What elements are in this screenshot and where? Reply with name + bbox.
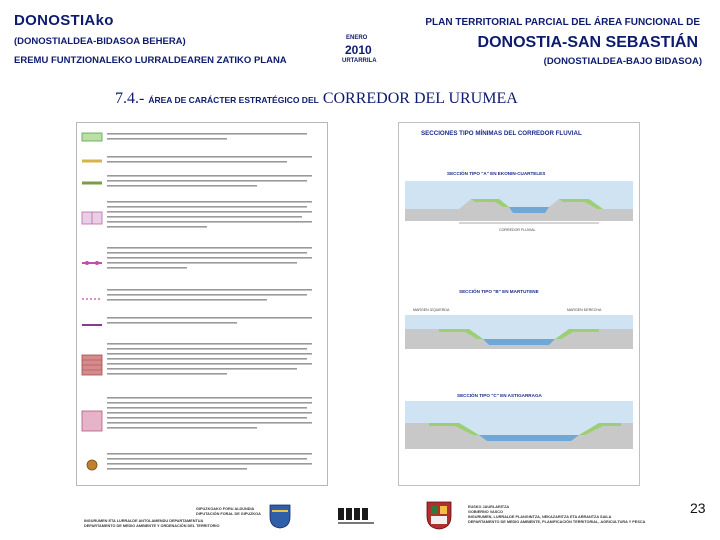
logo-icon [336,505,380,527]
header-left-subtitle: (DONOSTIALDEA-BIDASOA BEHERA) [14,36,186,47]
legend-symbol [81,178,103,188]
legend-text-lines [107,174,317,194]
section-b-profile [405,315,633,349]
header-left-plan-name: EREMU FUNTZIONALEKO LURRALDEAREN ZATIKO PLANA [14,55,287,66]
section-title [115,90,518,108]
header-right-subtitle: (DONOSTIALDEA-BAJO BIDASOA) [543,56,702,67]
legend-symbol [81,409,103,433]
legend-row [77,287,327,313]
footer-org-line: DIPUTACIÓN FORAL DE GIPUZKOA [196,512,261,516]
legend-row [77,199,327,239]
section-b-margin-right: MARGEN DERECHA [567,308,602,312]
legend-row [77,395,327,447]
legend-symbol [81,255,103,271]
legend-symbol [81,293,103,305]
figure-title: SECCIONES TIPO MÍNIMAS DEL CORREDOR FLUVIAL [421,130,582,137]
footer-dept-line: DEPARTAMENTO DE MEDIO AMBIENTE Y ORDENACIÓN DEL TERRITORIO [84,524,220,528]
section-title-lead: ÁREA DE CARÁCTER ESTRATÉGICO DEL [148,95,319,105]
section-a-profile [405,181,633,223]
page-number: 23 [690,500,706,516]
legend-symbol [81,209,103,227]
section-number: 7.4.- [115,90,145,107]
legend-text-lines [107,200,317,238]
section-title-rest: CORREDOR DEL URUMEA [322,90,518,107]
legend-row [77,341,327,391]
legend-row [77,245,327,283]
legend-row [77,173,327,195]
legend-text-lines [107,452,317,480]
header-month: ENERO [346,35,368,41]
legend-row [77,153,327,169]
legend-symbol [81,131,103,143]
gipuzkoa-crest-icon [268,503,292,529]
legend-panel [76,122,328,486]
legend-row [77,129,327,147]
footer-dept-line: INGURUMEN ETA LURRALDE ANTOLAMENDU DEPARTAMENTUA [84,519,204,523]
footer-gov-dept-line: DEPARTAMENTO DE MEDIO AMBIENTE, PLANIFICACIÓN TERRITORIAL, AGRICULTURA Y PESCA [468,520,646,524]
legend-text-lines [107,132,317,146]
section-a-corridor-label: CORREDOR FLUVIAL [499,228,536,232]
legend-text-lines [107,342,317,390]
legend-text-lines [107,155,317,169]
footer-gov-line: EUSKO JAURLARITZA [468,505,510,509]
legend-text-lines [107,246,317,282]
section-b-margin-left: MARGEN IZQUIERDA [413,308,450,312]
footer-left-department [84,519,219,529]
header-left-title: DONOSTIAko [14,12,114,29]
legend-text-lines [107,396,317,446]
header-right-place: DONOSTIA-SAN SEBASTIÁN [477,34,698,51]
legend-symbol [81,457,103,473]
cross-sections-figure [398,122,640,486]
footer-gov-dept-line: INGURUMEN, LURRALDE PLANGINTZA, NEKAZARITZA ETA ARRANTZA SAILA [468,515,612,519]
header-right-title: PLAN TERRITORIAL PARCIAL DEL ÁREA FUNCIONAL DE [425,17,700,28]
footer-right-text [468,505,645,525]
basque-government-crest-icon [425,500,453,530]
footer-org-line: GIPUZKOAKO FORU ALDUNDIA [196,507,255,511]
header-month-basque: URTARRILA [342,58,377,64]
legend-symbol [81,156,103,166]
legend-symbol [81,353,103,377]
footer-gov-line: GOBIERNO VASCO [468,510,503,514]
legend-text-lines [107,288,317,312]
cross-sections-drawing [399,123,639,485]
legend-row [77,451,327,481]
section-a-title: SECCIÓN TIPO "A" EN EKONIN-CUARTELES [447,171,546,176]
section-c-title: SECCIÓN TIPO "C" EN ASTIGARRAGA [457,393,542,398]
footer-center-left-text [196,507,261,517]
legend-text-lines [107,316,317,334]
legend-row [77,315,327,335]
legend-symbol [81,320,103,330]
header-year: 2010 [345,43,372,57]
section-b-title: SECCIÓN TIPO "B" EN MARTUTENE [459,289,539,294]
section-c-profile [405,401,633,449]
